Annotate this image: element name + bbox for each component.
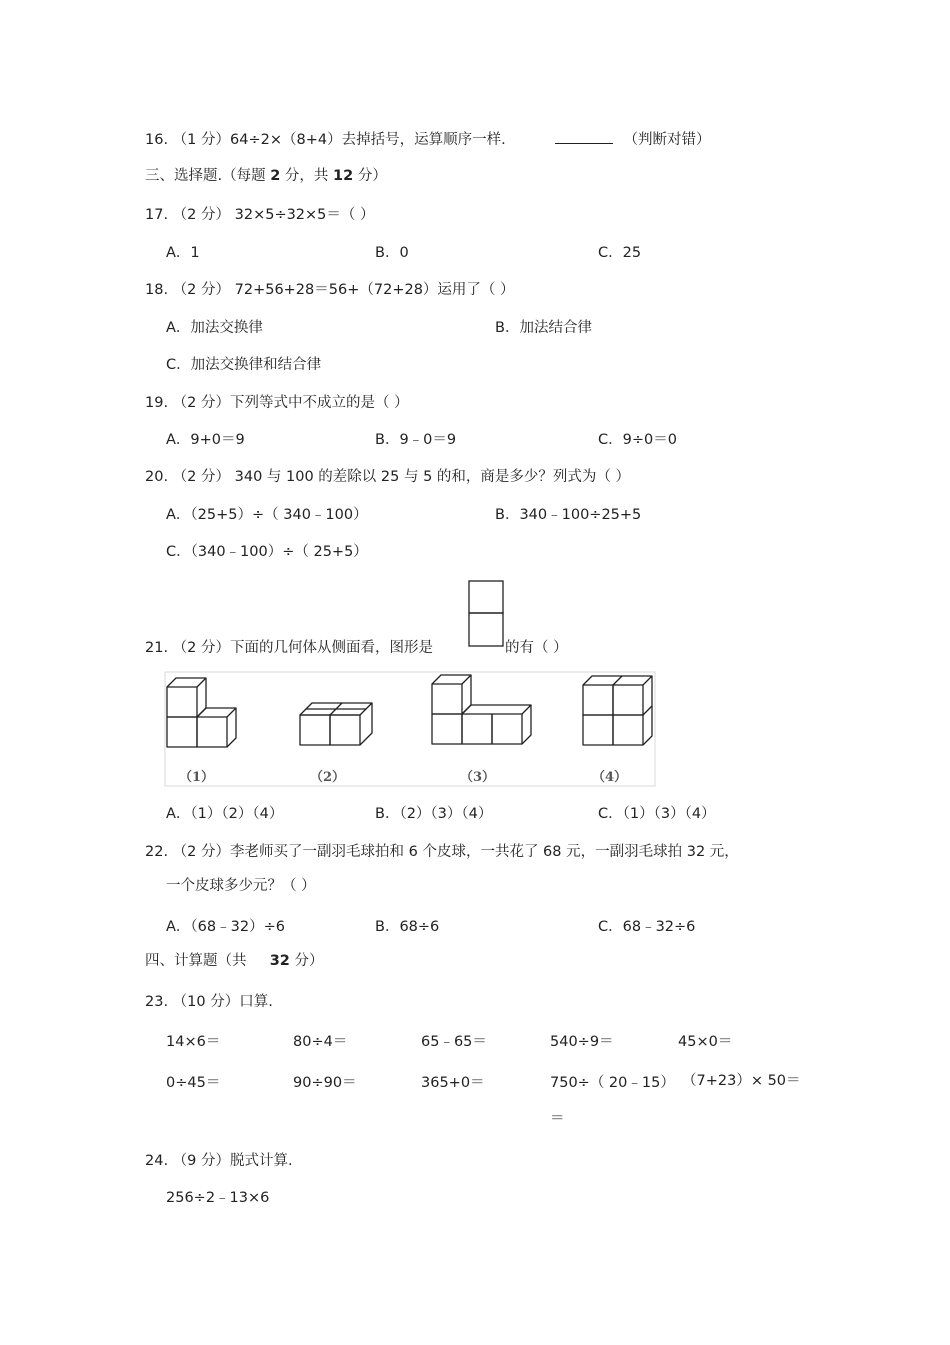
q20-option-b: B．340﹣100÷25+5 bbox=[495, 507, 642, 523]
solid-label-1: （1） bbox=[179, 770, 215, 785]
section-3-prefix: 三、选择题.（每题 bbox=[145, 168, 266, 184]
side-view-figure bbox=[468, 580, 506, 648]
calc-item: 65﹣65＝ bbox=[421, 1034, 487, 1050]
q17-option-a: A．1 bbox=[166, 245, 200, 261]
section-3-heading bbox=[145, 164, 387, 185]
calc-item: 540÷9＝ bbox=[550, 1034, 614, 1050]
q17-option-b: B．0 bbox=[375, 245, 409, 261]
q20-option-c: C．（340﹣100）÷（ 25+5） bbox=[166, 544, 368, 560]
q18-option-b: B．加法结合律 bbox=[495, 320, 592, 336]
calc-item: 80÷4＝ bbox=[293, 1034, 348, 1050]
q21-option-c: C．（1）（3）（4） bbox=[598, 806, 716, 822]
question-16 bbox=[145, 128, 711, 149]
question-22-line2: 一个皮球多少元？（ ） bbox=[166, 878, 316, 894]
q20-option-a: A．（25+5）÷（ 340﹣100） bbox=[166, 507, 368, 523]
question-21-prefix: 21. （2 分）下面的几何体从侧面看，图形是 bbox=[145, 640, 434, 656]
section-3-end: 分） bbox=[357, 168, 387, 184]
q17-option-c: C．25 bbox=[598, 245, 642, 261]
solid-label-3: （3） bbox=[460, 770, 496, 785]
q18-option-a: A．加法交换律 bbox=[166, 320, 263, 336]
calc-continuation: ＝ bbox=[550, 1111, 565, 1127]
section-4-total: 32 bbox=[269, 953, 290, 969]
question-23-title: 23. （10 分）口算. bbox=[145, 994, 273, 1010]
question-16-text: 16. （1 分）64÷2×（8+4）去掉括号，运算顺序一样. bbox=[145, 132, 506, 148]
solid-label-2: （2） bbox=[310, 770, 346, 785]
section-3-total: 12 bbox=[333, 168, 354, 184]
q19-option-b: B．9﹣0＝9 bbox=[375, 432, 457, 448]
calc-item: 0÷45＝ bbox=[166, 1075, 221, 1091]
section-4-heading bbox=[145, 949, 324, 970]
question-18: 18. （2 分） 72+56+28＝56+（72+28）运用了（ ） bbox=[145, 282, 515, 298]
calc-item: 45×0＝ bbox=[678, 1034, 733, 1050]
question-20: 20. （2 分） 340 与 100 的差除以 25 与 5 的和，商是多少？列式为（ ） bbox=[145, 469, 631, 485]
question-24-title: 24. （9 分）脱式计算. bbox=[145, 1153, 293, 1169]
section-3-points: 2 bbox=[270, 168, 281, 184]
calc-item: 90÷90＝ bbox=[293, 1075, 357, 1091]
question-21-suffix: 的有（ ） bbox=[505, 640, 568, 656]
q19-option-c: C．9÷0＝0 bbox=[598, 432, 677, 448]
section-4-prefix: 四、计算题（共 bbox=[145, 953, 247, 969]
q22-option-c: C．68﹣32÷6 bbox=[598, 919, 696, 935]
question-16-suffix: （判断对错） bbox=[623, 132, 711, 148]
solid-label-4: （4） bbox=[592, 770, 628, 785]
q19-option-a: A．9+0＝9 bbox=[166, 432, 245, 448]
section-4-end: 分） bbox=[294, 953, 324, 969]
q21-option-b: B．（2）（3）（4） bbox=[375, 806, 493, 822]
answer-blank bbox=[555, 129, 613, 144]
calc-item: 750÷（ 20﹣15） bbox=[550, 1075, 675, 1091]
calc-item: 365+0＝ bbox=[421, 1075, 485, 1091]
q21-option-a: A．（1）（2）（4） bbox=[166, 806, 284, 822]
section-3-mid: 分，共 bbox=[284, 168, 329, 184]
question-22-line1: 22. （2 分）李老师买了一副羽毛球拍和 6 个皮球，一共花了 68 元，一副羽毛球拍 32 元， bbox=[145, 844, 739, 860]
geometric-solids-figure bbox=[164, 671, 656, 787]
question-19: 19. （2 分）下列等式中不成立的是（ ） bbox=[145, 395, 409, 411]
question-24-expression: 256÷2﹣13×6 bbox=[166, 1190, 270, 1206]
q22-option-a: A．（68﹣32）÷6 bbox=[166, 919, 285, 935]
calc-item: 14×6＝ bbox=[166, 1034, 221, 1050]
question-17: 17. （2 分） 32×5÷32×5＝（ ） bbox=[145, 207, 375, 223]
q22-option-b: B．68÷6 bbox=[375, 919, 440, 935]
calc-item: （7+23）× 50＝ bbox=[682, 1073, 801, 1089]
q18-option-c: C．加法交换律和结合律 bbox=[166, 357, 322, 373]
